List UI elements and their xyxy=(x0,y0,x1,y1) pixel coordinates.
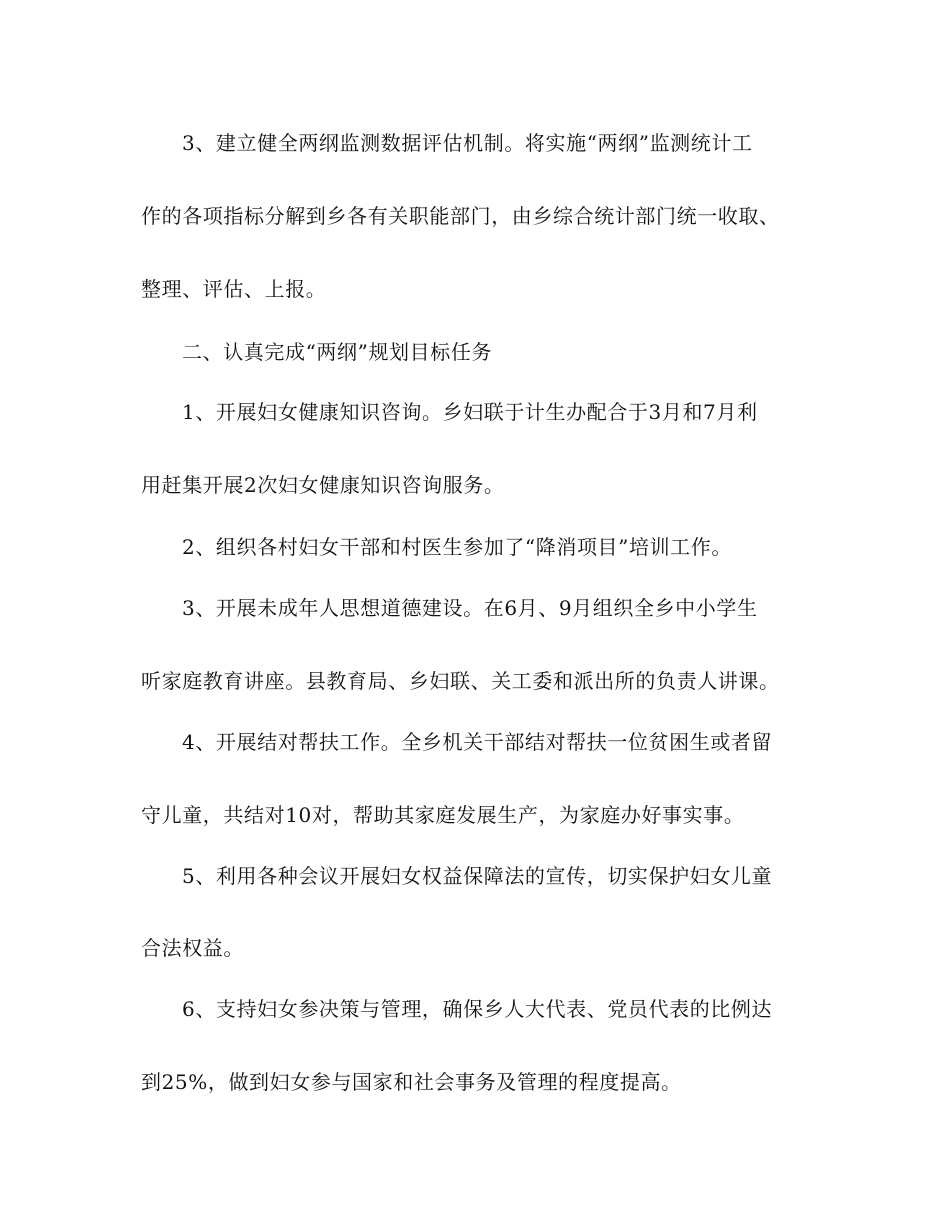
text-line: 2、组织各村妇女干部和村医生参加了“降消项目”培训工作。 xyxy=(182,535,732,559)
text-line: 整理、评估、上报。 xyxy=(141,277,327,301)
text-line: 合法权益。 xyxy=(141,936,244,960)
text-line: 听家庭教育讲座。县教育局、乡妇联、关工委和派出所的负责人讲课。 xyxy=(141,669,780,693)
text-line: 用赶集开展2次妇女健康知识咨询服务。 xyxy=(141,473,505,497)
text-line: 1、开展妇女健康知识咨询。乡妇联于计生办配合于3月和7月利 xyxy=(182,400,758,424)
text-line: 5、利用各种会议开展妇女权益保障法的宣传，切实保护妇女儿童 xyxy=(182,864,773,888)
text-line: 4、开展结对帮扶工作。全乡机关干部结对帮扶一位贫困生或者留 xyxy=(182,730,773,754)
text-line: 守儿童，共结对10对，帮助其家庭发展生产，为家庭办好事实事。 xyxy=(141,803,745,827)
text-line: 3、开展未成年人思想道德建设。在6月、9月组织全乡中小学生 xyxy=(182,596,758,620)
text-line: 到25%，做到妇女参与国家和社会事务及管理的程度提高。 xyxy=(141,1070,682,1094)
text-line: 作的各项指标分解到乡各有关职能部门，由乡综合统计部门统一收取、 xyxy=(141,204,780,228)
text-line: 6、支持妇女参决策与管理，确保乡人大代表、党员代表的比例达 xyxy=(182,997,773,1021)
text-line: 3、建立健全两纲监测数据评估机制。将实施“两纲”监测统计工 xyxy=(182,131,753,155)
section-heading: 二、认真完成“两纲”规划目标任务 xyxy=(182,340,493,364)
